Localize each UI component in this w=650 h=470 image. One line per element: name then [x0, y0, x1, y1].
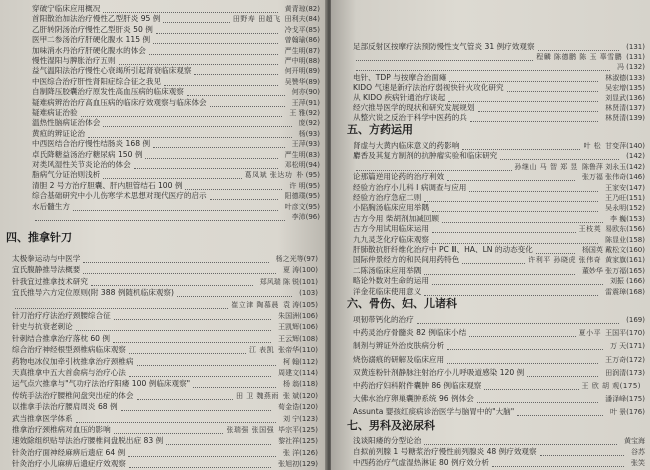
toc-entry-title: 经验方治疗急症二则 [353, 193, 422, 202]
toc-entry-page: 王乃旺(151) [605, 194, 645, 202]
toc-entry-title: 古方今用 柴胡剂加减回顾 [353, 213, 439, 223]
toc-entry [353, 366, 645, 380]
toc-entry [353, 326, 645, 340]
toc-leader-dots [527, 375, 598, 377]
toc-entry-page: 张旭初(129) [278, 460, 318, 469]
toc-entry-page: 张万福 张伟奇(146) [581, 173, 645, 182]
toc-entry-page: 李沛(96) [291, 213, 320, 221]
toc-entry-page: 郑风瑞 陈 锐(101) [259, 277, 318, 286]
toc-entry-page: (169) [626, 316, 645, 324]
toc-entry-title: 慢性湿阳与脾胀治疗五则 [32, 56, 116, 65]
toc-entry-page: (131) [626, 43, 645, 51]
toc-entry-page: 杨之光等(97) [275, 255, 318, 263]
toc-leader-dots [470, 120, 598, 122]
toc-entry-title: 医甲二参汤治疗肝硬化腹水 115 例 [32, 35, 151, 45]
toc-entry-page: 王云辉(108) [278, 334, 318, 343]
toc-entry-author: 崔立津 陶慕晨 [231, 300, 279, 309]
toc-entry-title: 乙肝转阴汤治疗慢性乙型肝炎 50 例 [32, 24, 153, 34]
toc-entry-title: 太极拳运动与中医学 [12, 254, 81, 263]
toc-entry-title: 自拟前列腺 1 号糖浆治疗慢性前列腺炎 48 例疗效观察 [353, 447, 537, 456]
toc-entry-title: 项韧带钙化的治疗 [353, 315, 414, 324]
toc-entry-page: 王 雅(92) [289, 109, 320, 117]
toc-entry-author: 田野寿 田超飞 [232, 15, 281, 24]
toc-entry-page: 柯 翰(112) [282, 357, 318, 366]
toc-entry-page: 叶彦文(95) [284, 202, 320, 211]
toc-entry-title: 卓氏降糖益汤治疗糖尿病 150 例 [32, 149, 143, 159]
toc-entry-page: (103) [299, 289, 318, 298]
toc-entry-author: 夏小平 [578, 329, 602, 338]
toc-entry-author: 孙继山 马 智 郑 昱 [514, 162, 578, 171]
toc-entry-title: 推拿治疗颈椎病对血压的影响 [12, 425, 111, 434]
toc-entry-page: 毕宗平(125) [278, 426, 318, 434]
toc-leader-dots [484, 388, 578, 390]
toc-entry-title: 制剂与辨证外治皮肤病分析 [353, 341, 445, 351]
toc-entry-title: 从整穴说之反治于科学中医药的兵 [353, 113, 467, 123]
toc-entry-page: 潘泽峰(175) [605, 395, 645, 404]
toc-entry-title: 传统手法治疗腰椎间盘突出症的体会 [12, 390, 134, 400]
toc-entry-page: 何亦(90) [291, 88, 320, 97]
toc-entry [353, 456, 645, 470]
toc-entry-title: 中医综合治疗肝性肾阳症综合征之我见 [32, 76, 162, 86]
toc-entry-page: 黄青琼(82) [284, 5, 320, 13]
toc-entry-title: 运气点穴推拿与"气功疗法治疗阳痿 100 例临床观察" [12, 379, 191, 389]
toc-entry [32, 210, 320, 224]
toc-entry-title: 经穴推导医学的现状和研究发展规划 [353, 103, 475, 113]
toc-leader-dots [492, 465, 624, 467]
toc-entry-page: 袁 涛(105) [282, 300, 318, 309]
toc-entry-title: 首阳散治加法治疗慢性乙型肝炎 95 例 [32, 14, 161, 24]
toc-entry-page: 周建文(114) [278, 369, 318, 377]
toc-leader-dots [447, 348, 603, 350]
toc-entry-title: 中西药治疗气虚湿热淋证 80 例疗效分析 [353, 458, 489, 467]
toc-entry-title: 肝肺散抗肝纤维化治疗中 PC Ⅲ、HA、LN 的动态变化 [353, 245, 533, 254]
toc-entry-title: 黄疸的辨证论治 [32, 128, 86, 138]
toc-entry-page: 林淑德(133) [605, 73, 645, 82]
toc-entry-page: 林贤清(139) [605, 114, 645, 123]
toc-entry-author: 王枝英 [578, 225, 602, 234]
toc-entry-title: 加味消水丹治疗肝硬化腹水的体会 [32, 45, 146, 55]
toc-entry [353, 392, 645, 406]
toc-entry-title: 自制降压胶囊治疗原发性高血压病的临床观察 [32, 87, 184, 97]
toc-entry-title: 药物电冰仪加牵引枕推拿治疗颈椎病 [12, 356, 134, 366]
toc-entry-page: 张 洋(126) [282, 448, 318, 457]
toc-entry-page: 杨(93) [298, 129, 320, 138]
toc-entry-title: 宜氏推导六方定位原则(附 388 例随机临床观察) [12, 288, 174, 298]
toc-entry-page: 黄宝海 [624, 437, 645, 445]
toc-entry-page: 吴宏增(135) [605, 83, 645, 92]
toc-entry-title: 以推拿手法治疗腰肩周炎 68 例 [12, 402, 118, 412]
toc-entry-title: 足部反射区按摩疗法预防慢性支气管炎 31 例疗效观察 [353, 42, 535, 51]
toc-entry-title: 针刺结合推拿治疗落枕 60 例 [12, 333, 111, 343]
toc-entry-page: 甘变萍(140) [605, 142, 645, 150]
toc-leader-dots [35, 219, 285, 221]
toc-entry-page: 邓松明(94) [284, 161, 320, 169]
toc-entry-title: 针我宜过推拿技术研究 [12, 276, 88, 286]
toc-entry-title: 宜氏腹静推导法概要 [12, 265, 81, 275]
toc-entry-page: 易欧东(156) [605, 225, 645, 234]
toc-entry-author: 王 欣 胡 观(175) [581, 382, 641, 390]
toc-entry-page: 阳德璞(95) [284, 192, 320, 201]
toc-entry-page: 王国平(170) [605, 329, 645, 338]
toc-entry-page: 张 斌(120) [282, 391, 318, 400]
toc-entry-page: 陈显业(158) [605, 235, 645, 244]
toc-entry-page: 黎社祥(125) [278, 437, 318, 446]
toc-entry-page: 杨 翁(118) [282, 380, 318, 389]
toc-entry-title: 中药灵治疗骨髓炎 82 例临床小结 [353, 328, 467, 338]
toc-entry-page: (131) [626, 53, 645, 62]
toc-leader-dots [517, 414, 603, 416]
toc-entry-page: 庞(92) [298, 119, 320, 128]
toc-entry [353, 313, 645, 327]
toc-entry-title: 浅谈阳痿的分型论治 [353, 436, 422, 445]
toc-entry-page: 董妙华 张万福(165) [581, 266, 645, 275]
toc-entry-author: 程麟 陈德鹏 陈 玉 辜雪鹏 [536, 53, 623, 62]
toc-entry-page: (142) [626, 152, 645, 161]
toc-entry-title: 益气温阳法治疗慢性心衰竭所引起肾衰临床观察 [32, 66, 192, 76]
toc-entry-page: 何开明(89) [284, 67, 320, 76]
toc-entry-title: 古方今用试用临床运用 [353, 224, 429, 234]
toc-entry-title: 经验方治疗小儿科 I 病调查与应用 [353, 182, 467, 192]
toc-leader-dots [477, 401, 598, 403]
toc-entry-title: 穿破宁临床应用概况 [32, 4, 101, 13]
toc-entry-title: 国际仲景经方的和民间用药特色 [353, 255, 460, 265]
toc-entry-title: KIDO 气速是新疗法治疗弱视快针火攻化研究 [353, 82, 504, 92]
toc-entry-title: 疑难病辨治治疗高血压病的临床疗效观察与临床体会 [32, 97, 207, 107]
toc-entry-title: 大佛水治疗卵巢囊肿系统 96 例体会 [353, 394, 474, 404]
toc-entry-title: 天真推拿中五大首俞病与治疗心法 [12, 368, 126, 377]
toc-entry-page: 叶 景(176) [609, 408, 645, 417]
toc-entry-title: 麝香及其复方制剂的抗肿瘤实验和临床研究 [353, 151, 498, 161]
toc-entry-title: 速效除组织贴导法治疗腰椎间盘脱出症 83 例 [12, 436, 164, 446]
toc-entry-title: 水后髓生方 [32, 201, 70, 211]
toc-entry-title: 对类风湿性关节炎论治的体会 [32, 160, 131, 169]
toc-entry-page: 万 天(171) [609, 342, 645, 351]
toc-entry-page: 谷苏 [631, 448, 645, 456]
right-page [331, 0, 650, 470]
toc-entry-title: 二陈汤临床应用举隅 [353, 265, 422, 275]
toc-entry-page: 严生明(83) [284, 150, 320, 159]
toc-entry-page: 林贤清(137) [605, 104, 645, 113]
toc-entry-author: 许利平 孙晓虎 张伟奇 [528, 256, 602, 265]
toc-entry-title: 小陷胸汤临床应用举隅 [353, 203, 429, 213]
toc-entry-page: 杨国英 戴松文(160) [581, 246, 645, 254]
toc-entry-title: 论那篇逆用论药的治疗利效 [353, 172, 445, 182]
toc-entry-title: 综合基础研究中小儿伤寒学术思想对现代医疗的启示 [32, 191, 207, 201]
toc-entry-title: 针灸治疗小儿麻痹后遗症疗效观察 [12, 459, 126, 469]
toc-entry-page: 王凯辉(106) [278, 323, 318, 332]
toc-entry-title: 疑难病证治验 [32, 108, 78, 117]
toc-entry-title: 肾虚与大黄内临床意义的药影响 [353, 141, 460, 150]
toc-entry-title: Assunta 婴孩红痰病诊治医学与脑胃中的"大脑" [353, 407, 515, 417]
toc-entry-page: 许 明(95) [289, 181, 320, 190]
section-heading-6: 六、骨伤、妇、儿诸科 [347, 297, 457, 310]
toc-leader-dots [129, 466, 271, 468]
toc-entry-page: 吴永明(152) [605, 204, 645, 213]
toc-entry-page: 黄家旗(161) [605, 256, 645, 265]
toc-entry-page: 李 巍(153) [609, 214, 645, 223]
section-heading-7: 七、男科及泌尿科 [347, 419, 435, 432]
toc-leader-dots [469, 335, 575, 337]
toc-entry-page: 朴 (95) [296, 171, 320, 180]
toc-entry-title: 脂病气分证治则浅析 [32, 170, 101, 180]
toc-entry [12, 457, 318, 470]
toc-entry-title: 综合治疗神经根型颈椎病临床观察 [12, 345, 126, 355]
toc-entry-title: 武当推拿医学体系 [12, 413, 73, 423]
toc-entry-page: 张帝华(110) [278, 346, 318, 355]
toc-entry-title: 中药治疗妇科附件囊肿 86 例临床观察 [353, 381, 482, 390]
toc-entry-page: 王萍(91) [291, 98, 320, 107]
toc-entry-title: 针刀治疗疗法治疗颈腰综合征 [12, 311, 111, 320]
toc-entry-page: 王萍(93) [291, 140, 320, 149]
toc-entry-page: 王家安(147) [605, 183, 645, 192]
toc-entry-author: 江 表凯 [248, 346, 275, 355]
toc-entry-page: 刘 宁(123) [282, 414, 318, 423]
toc-entry-title: 略论外数对生命的运用 [353, 276, 429, 286]
toc-entry-author: 田 卫 魏燕雨 [235, 391, 279, 400]
toc-entry-title: 清胆 2 号方治疗胆囊、肝内胆管结石 100 例 [32, 180, 183, 190]
toc-entry-title: 烧伤溺痕的研解及临床应用 [353, 354, 445, 364]
toc-leader-dots [417, 322, 619, 324]
toc-entry-page: 田润清(173) [605, 368, 645, 377]
toc-entry-title: 洋金花临床使用意义 [353, 286, 422, 296]
toc-entry-title: 从 KIDO 疾病针通治疗谈起 [353, 93, 446, 102]
toc-leader-dots [447, 362, 598, 364]
toc-entry-page: 荀金诰(120) [278, 403, 318, 412]
toc-entry [353, 379, 645, 393]
toc-entry-page: 雷震璋(168) [605, 287, 645, 296]
section-heading-5: 五、方药运用 [347, 123, 413, 136]
toc-entry [353, 353, 645, 367]
toc-entry-page: 朱国洲(106) [278, 312, 318, 320]
toc-entry [353, 339, 645, 353]
toc-entry-title: 中西医结合治疗慢性结肠炎 168 例 [32, 139, 151, 149]
toc-entry-title: 九九灵芝化疗临床观察 [353, 234, 429, 244]
toc-entry-page: 夏 涛(100) [282, 266, 318, 275]
toc-entry-page: 严生明(87) [284, 46, 320, 55]
toc-entry-page: 王万奇(172) [605, 355, 645, 364]
toc-entry-author: 张瑞强 张国强 [226, 426, 275, 434]
toc-entry-page: 严中明(88) [284, 57, 320, 65]
toc-entry-page: 陈鲁萍 刘永玉(142) [581, 162, 645, 171]
toc-entry-page: 曾翰瑜(86) [284, 36, 320, 45]
toc-entry-author: 叶 松 [583, 142, 602, 150]
toc-entry-title: 针灸治疗面神经麻痹后遗症 64 例 [12, 447, 126, 457]
section-heading-4: 四、推拿针刀 [6, 231, 72, 244]
toc-entry-title: 针史与抗衰老刺论 [12, 322, 73, 332]
toc-entry-page: 吴赞华(89) [284, 77, 320, 86]
toc-entry-author: 葛凤斌 张达功 [244, 171, 293, 180]
toc-entry-page: 张笑 [631, 459, 645, 467]
toc-entry-title: 电针、TDP 与按摩合治面瘫 [353, 72, 447, 82]
toc-entry-title: 温热性脑病证治体会 [32, 118, 101, 128]
toc-entry-page: 刘振 (166) [609, 277, 645, 286]
toc-entry-page: 刘显武(136) [605, 94, 645, 102]
toc-entry-page: 田利夫(84) [284, 15, 320, 24]
toc-entry-title: 双黄连粉针剂静脉注射治疗小儿呼吸道感染 120 例 [353, 367, 525, 377]
toc-entry-page: 冷戈平(85) [284, 25, 320, 34]
toc-entry-page: 冯 (132) [616, 63, 645, 72]
